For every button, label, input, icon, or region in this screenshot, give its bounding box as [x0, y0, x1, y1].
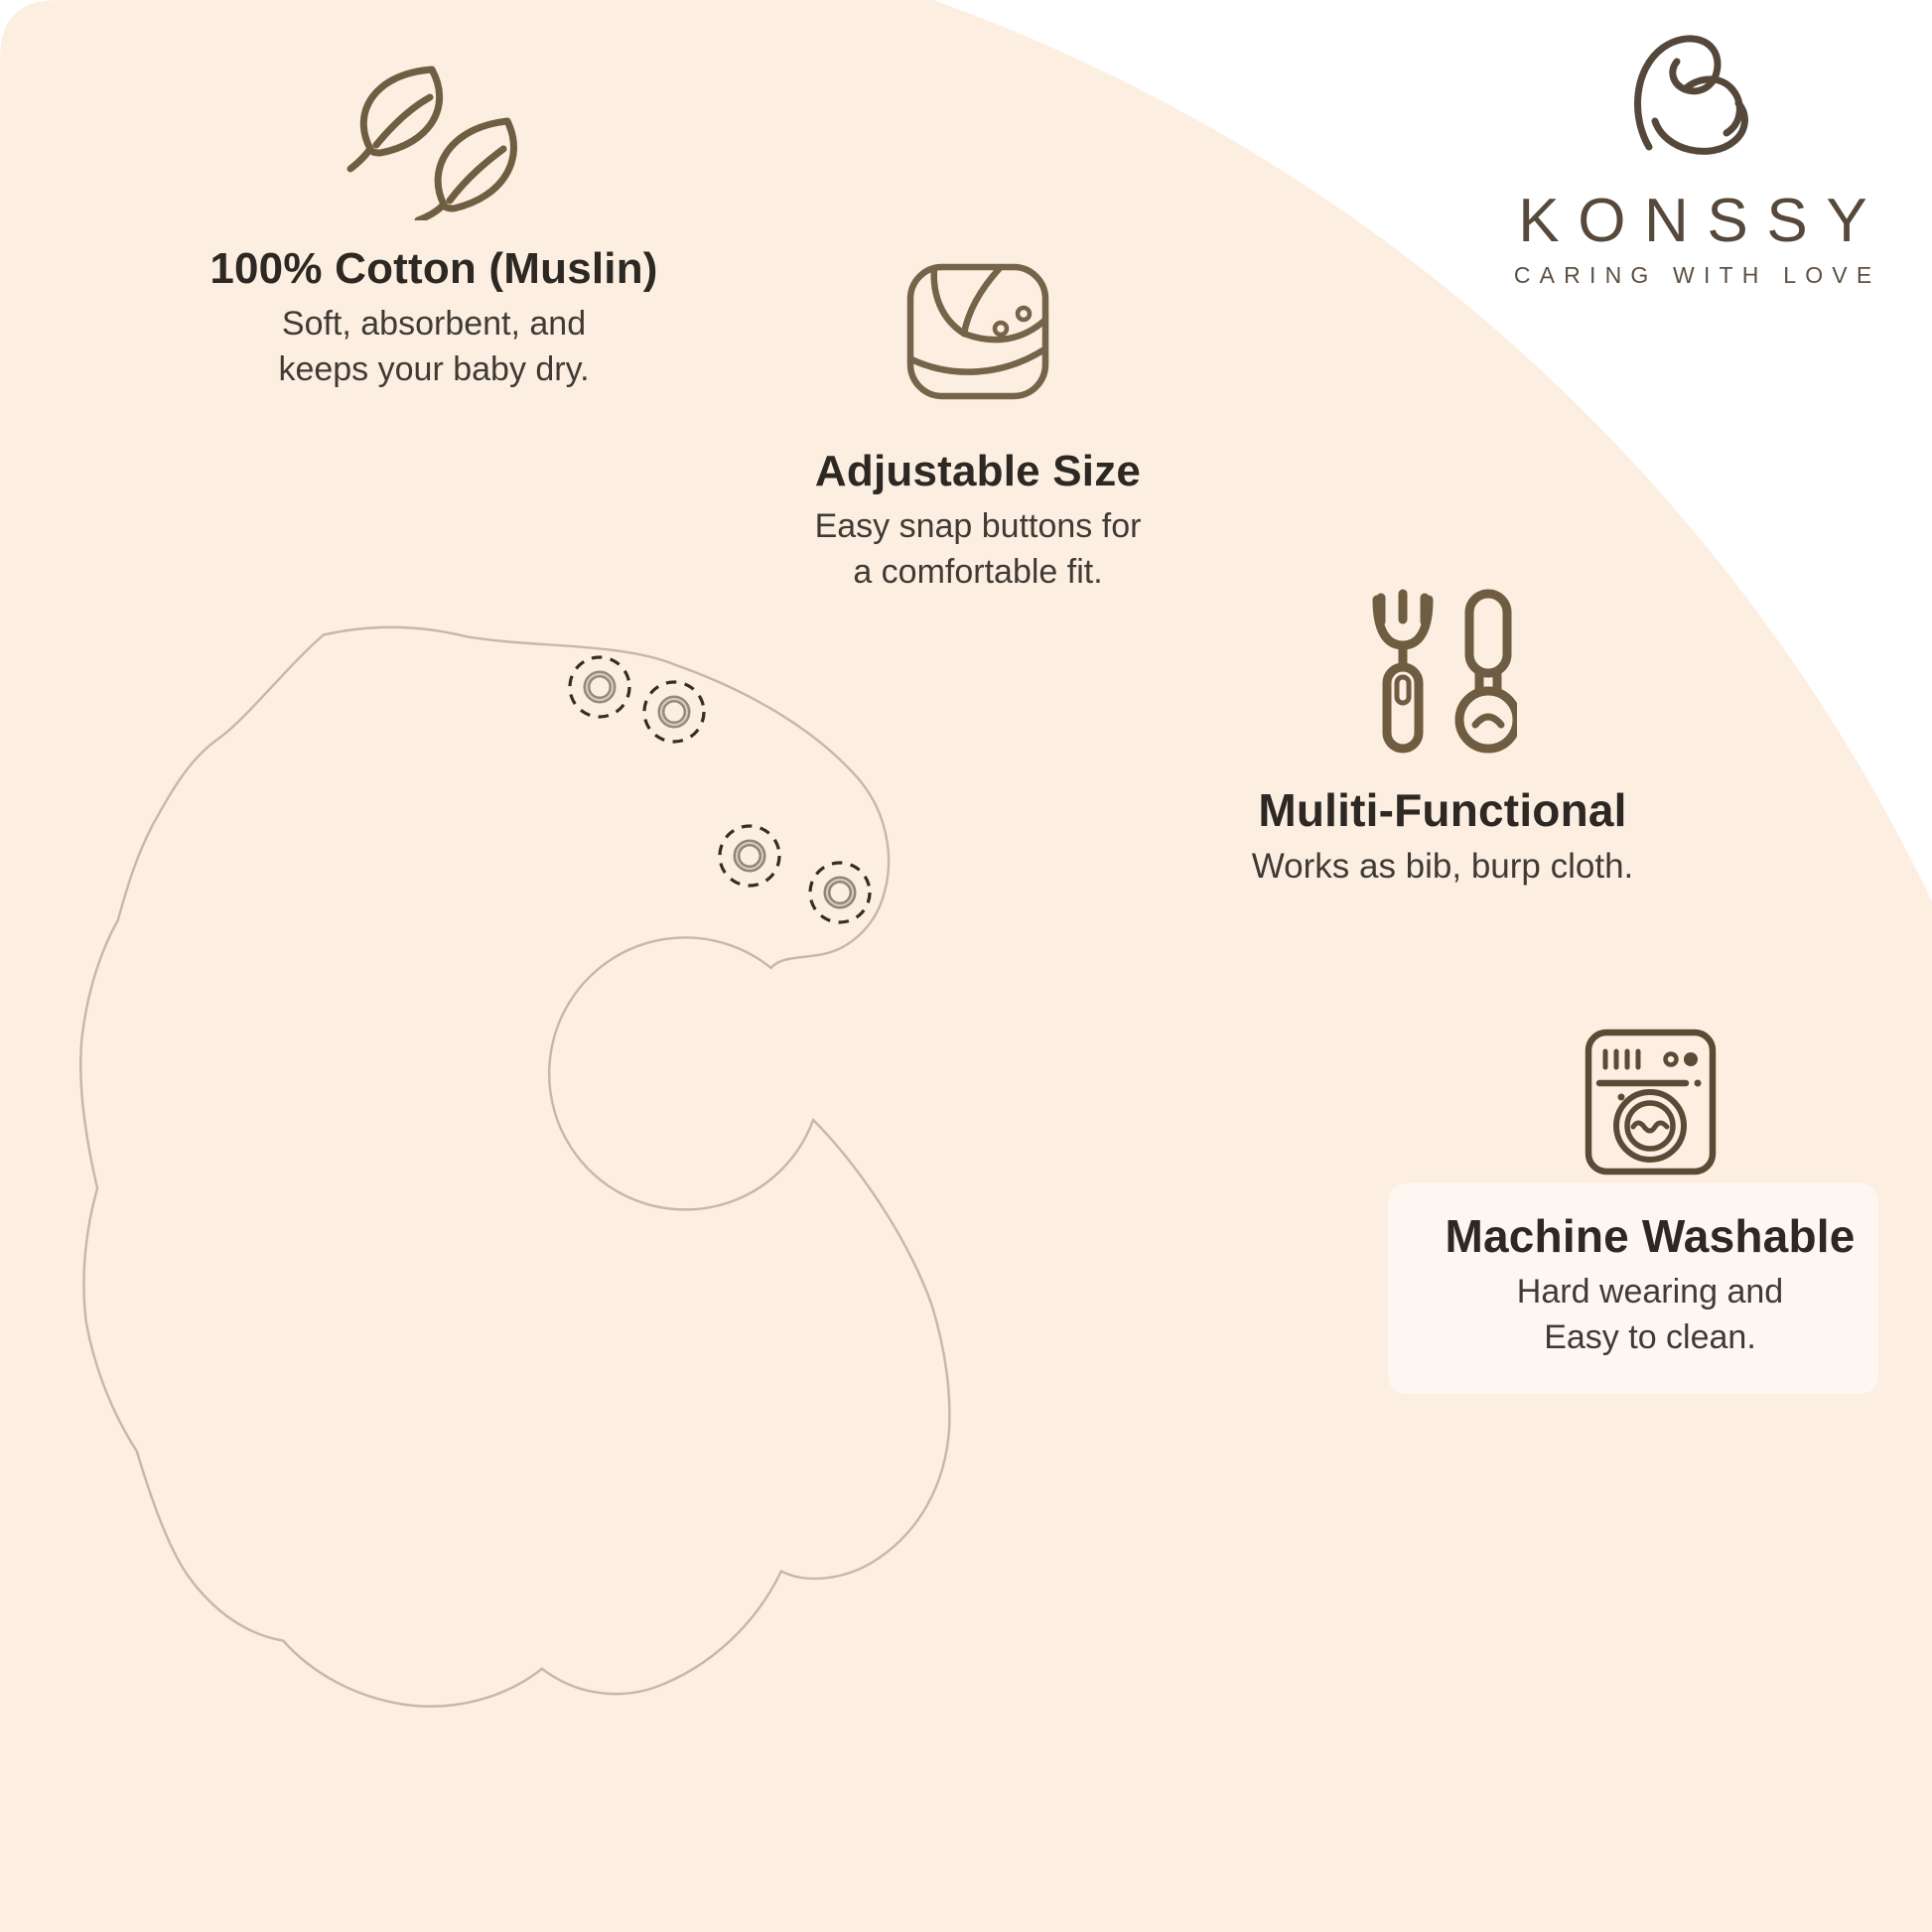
bib-shadow [69, 620, 989, 1761]
feature-washable-title: Machine Washable [1445, 1210, 1856, 1262]
feature-cotton-title: 100% Cotton (Muslin) [209, 244, 658, 293]
bib-outline-path [56, 596, 975, 1737]
feature-cotton [156, 58, 712, 392]
snap-button [644, 682, 704, 742]
fork-spoon-icon [1368, 588, 1517, 755]
feature-multifunctional-line1: Works as bib, burp cloth. [1251, 846, 1634, 886]
brand-tagline: CARING WITH LOVE [1513, 262, 1881, 288]
feature-washable [1392, 1028, 1908, 1360]
feature-multifunctional [1184, 588, 1701, 890]
product-photo-bib [20, 576, 993, 1797]
feature-multifunctional-title: Muliti-Functional [1258, 784, 1627, 836]
bib-fabric-under [56, 596, 975, 1737]
mother-baby-icon [1625, 30, 1760, 175]
snap-button [810, 863, 870, 922]
washing-machine-icon [1584, 1028, 1718, 1176]
feature-adjustable-title: Adjustable Size [814, 447, 1142, 495]
snap-button [570, 657, 629, 717]
bib-stitching [80, 627, 949, 1707]
brand-logo [1445, 30, 1932, 287]
folded-bib-icon [904, 262, 1051, 401]
feature-cotton-line2: keeps your baby dry. [278, 349, 590, 388]
feature-adjustable-line2: a comfortable fit. [853, 552, 1103, 591]
feature-washable-line2: Easy to clean. [1544, 1318, 1756, 1357]
bib-fabric [56, 596, 975, 1737]
snap-button [720, 826, 779, 886]
feature-cotton-line1: Soft, absorbent, and [281, 304, 587, 343]
feature-adjustable [720, 262, 1236, 595]
feature-washable-line1: Hard wearing and [1516, 1272, 1784, 1311]
brand-name: KONSSY [1518, 187, 1886, 255]
leaves-icon [337, 58, 531, 220]
feature-adjustable-line1: Easy snap buttons for [814, 506, 1142, 545]
